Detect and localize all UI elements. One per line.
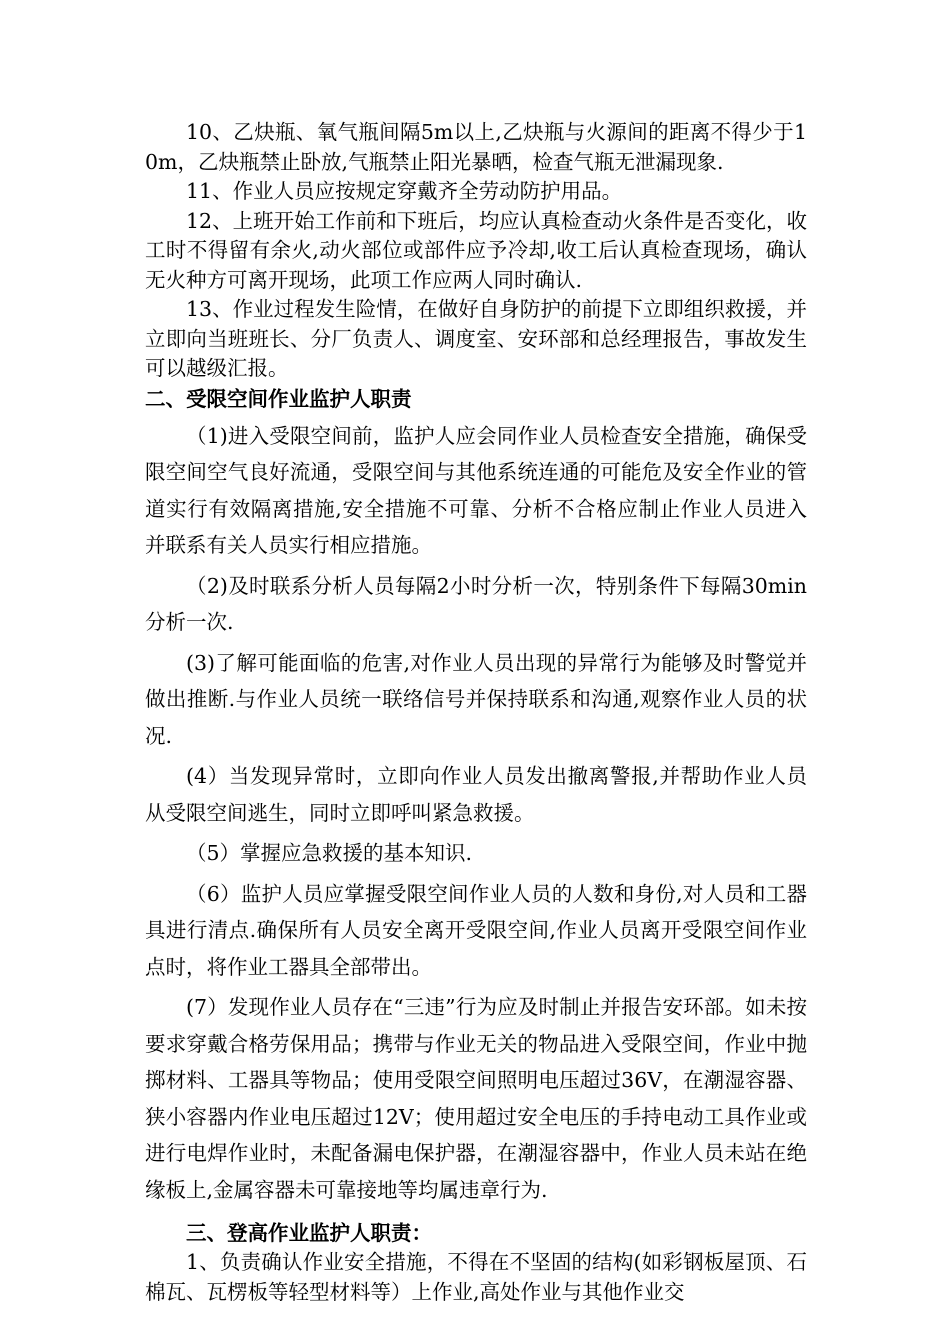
section-2-item-4: (4）当发现异常时，立即向作业人员发出撤离警报,并帮助作业人员从受限空间逃生，同时立即呼叫紧急救援。 bbox=[145, 764, 807, 825]
paragraph-11: 11、作业人员应按规定穿戴齐全劳动防护用品。 bbox=[186, 179, 623, 203]
section-2-item-5: （5）掌握应急救援的基本知识. bbox=[186, 841, 473, 865]
document-page bbox=[145, 118, 807, 1307]
paragraph-10: 10、乙炔瓶、氧气瓶间隔5m以上,乙炔瓶与火源间的距离不得少于10m，乙炔瓶禁止卧放,气瓶禁止阳光暴晒，检查气瓶无泄漏现象. bbox=[145, 120, 807, 174]
section-2-item-3: (3)了解可能面临的危害,对作业人员出现的异常行为能够及时警觉并做出推断.与作业人员统一联络信号并保持联系和沟通,观察作业人员的状况. bbox=[145, 650, 807, 748]
section-2-item-6: （6）监护人员应掌握受限空间作业人员的人数和身份,对人员和工器具进行清点.确保所有人员安全离开受限空间,作业人员离开受限空间作业点时，将作业工器具全部带出。 bbox=[145, 881, 807, 979]
section-2-heading: 二、受限空间作业监护人职责 bbox=[145, 386, 412, 411]
section-2-item-7: (7）发现作业人员存在“三违”行为应及时制止并报告安环部。如未按要求穿戴合格劳保用品；携带与作业无关的物品进入受限空间，作业中抛掷材料、工器具等物品；使用受限空间照明电压超过36V，在潮湿容器、狭小容器内作业电压超过12V；使用超过安全电压的手持电动工具作业或进行电焊作业时，未配备漏电保护器，在潮湿容器中，作业人员未站在绝缘板上,金属容器未可靠接地等均属违章行为. bbox=[145, 995, 807, 1202]
section-2-item-2: （2)及时联系分析人员每隔2小时分析一次，特别条件下每隔30min分析一次. bbox=[145, 573, 807, 634]
paragraph-12: 12、上班开始工作前和下班后，均应认真检查动火条件是否变化，收工时不得留有余火,动火部位或部件应予冷却,收工后认真检查现场，确认无火种方可离开现场，此项工作应两人同时确认. bbox=[145, 208, 807, 292]
paragraph-13: 13、作业过程发生险情，在做好自身防护的前提下立即组织救援，并立即向当班班长、分厂负责人、调度室、安环部和总经理报告，事故发生可以越级汇报。 bbox=[145, 297, 807, 380]
section-3-item-1: 1、负责确认作业安全措施，不得在不坚固的结构(如彩钢板屋顶、石棉瓦、瓦楞板等轻型材料等）上作业,高处作业与其他作业交 bbox=[145, 1250, 807, 1304]
section-3-heading: 三、登高作业监护人职责： bbox=[186, 1221, 432, 1245]
section-2-item-1: （1)进入受限空间前，监护人应会同作业人员检查安全措施，确保受限空间空气良好流通，受限空间与其他系统连通的可能危及安全作业的管道实行有效隔离措施,安全措施不可靠、分析不合格应制止作业人员进入并联系有关人员实行相应措施。 bbox=[145, 423, 807, 557]
